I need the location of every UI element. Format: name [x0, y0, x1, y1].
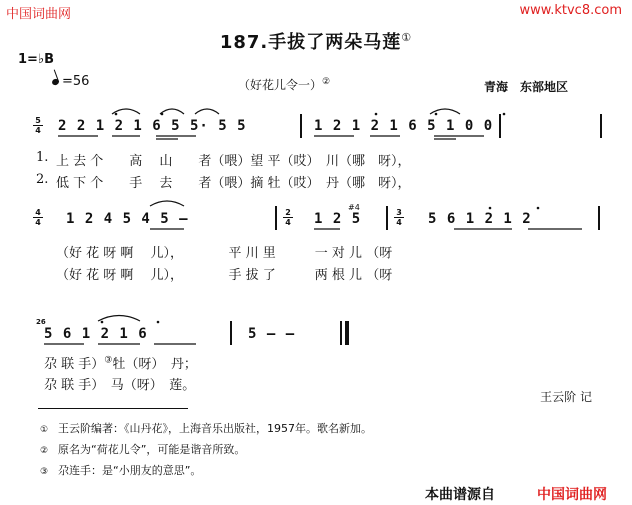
footnote-num: ②	[40, 446, 49, 456]
high-dot	[489, 207, 492, 210]
tune-name-text: （好花儿令一）	[238, 78, 323, 92]
notation-line2-a: 1 2 4 5 4 5 –	[66, 211, 189, 227]
high-dot	[435, 113, 438, 116]
footnote-1	[40, 420, 372, 436]
lyric-verse1-line3-b: 牡（呀） 丹；	[112, 357, 197, 372]
footnote-text: 王云阶编著：《山丹花》，上海音乐出版社，1957年。歌名新加。	[58, 422, 372, 435]
notation-line1-a: 2 2 1 2 1 6 5 5· 5 5	[58, 118, 247, 134]
high-dot	[157, 321, 160, 324]
song-title-text: 187.手拔了两朵马莲	[219, 32, 402, 53]
slur	[150, 201, 184, 206]
slur	[430, 109, 460, 114]
meter-bottom: 4	[35, 126, 41, 135]
footnote-text: 原名为“荷花儿令”，可能是谐音所致。	[58, 443, 246, 456]
region: 青海 东部地区	[484, 80, 569, 94]
tune-footnote-mark: ②	[322, 77, 331, 87]
high-dot	[537, 207, 540, 210]
footnote-num: ③	[40, 467, 49, 477]
meter-top: 5	[35, 116, 41, 125]
meter-bottom: 4	[285, 218, 291, 227]
source-label: 本曲谱源自	[425, 487, 495, 503]
lyric-verse2-num: 2.	[36, 172, 49, 187]
footnote-rule	[38, 408, 188, 409]
notation-line3-b: 5 – –	[248, 326, 296, 342]
slur	[98, 316, 140, 322]
slur	[195, 109, 219, 114]
meter-bottom: 4	[396, 218, 402, 227]
footnote-2	[40, 441, 245, 457]
meter-top: 2	[285, 208, 291, 217]
lyric-verse2-line2: （好 花 呀 啊 儿）， 手 拔 了 两 根 儿 （呀	[56, 268, 393, 283]
high-dot	[161, 113, 164, 116]
lyric-verse2-line1: 低 下 个 手 去 者（喂）摘 牡（哎） 丹（哪 呀），	[56, 176, 411, 191]
meter-top: 4	[35, 208, 41, 217]
watermark-right: www.ktvc8.com	[519, 3, 622, 18]
lyric-verse1-line3-a: 尕 联 手）	[44, 357, 105, 372]
lyric-verse1-line1: 上 去 个 高 山 者（喂）望 平（哎） 川（哪 呀），	[56, 154, 411, 169]
notation-line1-b: 1 2 1 2 1 6 5 1 0 0	[314, 118, 494, 134]
title-footnote-mark: ①	[401, 31, 413, 44]
footnote-text: 尕连手：是“小朋友的意思”。	[58, 464, 202, 477]
high-dot	[115, 113, 118, 116]
slur	[160, 109, 184, 114]
tempo-value: =56	[62, 74, 90, 89]
sharp-grace-note: #4	[348, 203, 360, 212]
meter-bottom: 4	[35, 218, 41, 227]
source-site-link[interactable]: 中国词曲网	[537, 487, 607, 503]
footnote-3	[40, 462, 201, 478]
notation-line2-c: 5 6 1 2 1 2	[428, 211, 532, 227]
lyric-verse1-num: 1.	[36, 150, 49, 165]
high-dot	[503, 113, 506, 116]
lyric-verse1-line2: （好 花 呀 啊 儿）， 平 川 里 一 对 儿 （呀	[56, 246, 393, 261]
lyric-footnote-mark: ③	[104, 355, 113, 366]
high-dot	[375, 113, 378, 116]
watermark-left: 中国词曲网	[6, 7, 72, 22]
transcriber-credit: 王云阶 记	[540, 390, 592, 404]
grace-notes: 26	[36, 318, 46, 326]
high-dot	[101, 321, 104, 324]
footnote-num: ①	[40, 425, 49, 435]
notation-line3-a: 5 6 1 2 1 6	[44, 326, 148, 342]
lyric-verse2-line3: 尕 联 手） 马（呀） 莲。	[44, 378, 196, 393]
meter-top: 3	[396, 208, 402, 217]
notation-line2-b: 1 2 5	[314, 211, 362, 227]
key-signature: 1=♭B	[18, 52, 54, 67]
